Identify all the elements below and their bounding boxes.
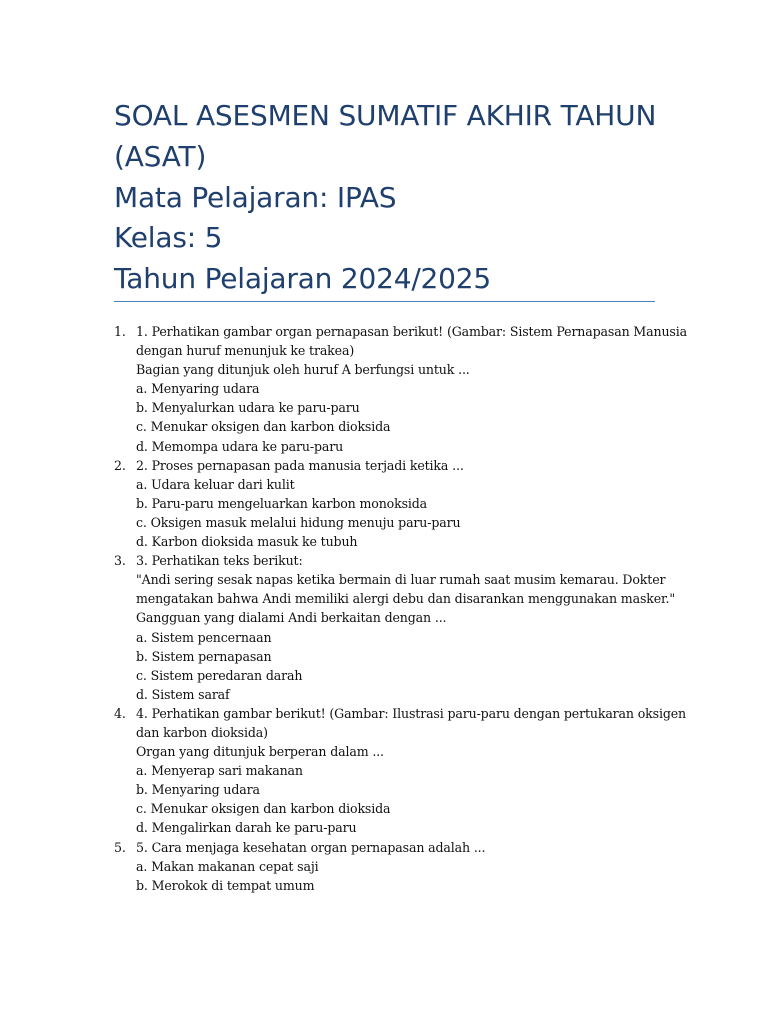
question-text: 1. Perhatikan gambar organ pernapasan berikut! (Gambar: Sistem Pernapasan Manusia [136, 324, 687, 339]
title-line-2: (ASAT) [114, 139, 207, 173]
question-line: b. Merokok di tempat umum [136, 877, 315, 893]
question-number: 3. [114, 553, 126, 569]
question-list [114, 322, 687, 895]
question-item [114, 704, 687, 838]
question-line: a. Menyaring udara [136, 381, 260, 397]
question-line: b. Menyaring udara [136, 782, 260, 798]
question-line: b. Paru-paru mengeluarkan karbon monoksida [136, 495, 428, 511]
title-underline [114, 301, 655, 302]
question-line: d. Sistem saraf [136, 686, 230, 702]
question-number: 4. [114, 705, 126, 721]
question-number: 1. [114, 324, 126, 339]
question-item [114, 456, 674, 551]
question-line: c. Oksigen masuk melalui hidung menuju paru-paru [136, 514, 461, 530]
question-line: c. Menukar oksigen dan karbon dioksida [136, 419, 391, 435]
question-text: 4. Perhatikan gambar berikut! (Gambar: Ilustrasi paru-paru dengan pertukaran oksigen [136, 705, 687, 721]
title-line-1: SOAL ASESMEN SUMATIF AKHIR TAHUN [114, 99, 657, 132]
question-line: a. Udara keluar dari kulit [136, 476, 295, 492]
grade-line: Kelas: 5 [114, 221, 223, 255]
subject-line: Mata Pelajaran: IPAS [114, 180, 397, 214]
question-line: dan karbon dioksida) [136, 724, 268, 740]
document-title [114, 96, 674, 300]
question-text: 3. Perhatikan teks berikut: [136, 553, 303, 569]
question-line: dengan huruf menunjuk ke trakea) [136, 343, 355, 359]
question-line: Organ yang ditunjuk berperan dalam ... [136, 744, 384, 760]
question-text: 5. Cara menjaga kesehatan organ pernapasan adalah ... [136, 839, 486, 855]
question-line: Gangguan yang dialami Andi berkaitan dengan ... [136, 610, 447, 626]
question-text: 2. Proses pernapasan pada manusia terjadi ketika ... [136, 457, 464, 473]
question-line: d. Mengalirkan darah ke paru-paru [136, 820, 357, 836]
question-line: c. Menukar oksigen dan karbon dioksida [136, 801, 391, 817]
question-line: "Andi sering sesak napas ketika bermain di luar rumah saat musim kemarau. Dokter [136, 572, 666, 588]
question-item [114, 322, 687, 456]
question-number: 5. [114, 839, 126, 855]
question-item [114, 551, 674, 704]
question-line: a. Menyerap sari makanan [136, 763, 303, 779]
question-line: Bagian yang ditunjuk oleh huruf A berfungsi untuk ... [136, 362, 470, 378]
year-line: Tahun Pelajaran 2024/2025 [114, 262, 492, 296]
question-item [114, 838, 674, 895]
question-line: b. Sistem pernapasan [136, 648, 272, 664]
question-line: c. Sistem peredaran darah [136, 667, 303, 683]
question-line: b. Menyalurkan udara ke paru-paru [136, 400, 360, 416]
question-line: d. Karbon dioksida masuk ke tubuh [136, 534, 358, 550]
question-number: 2. [114, 457, 126, 473]
question-line: mengatakan bahwa Andi memiliki alergi debu dan disarankan menggunakan masker." [136, 591, 676, 607]
question-line: d. Memompa udara ke paru-paru [136, 438, 344, 454]
question-line: a. Sistem pencernaan [136, 629, 272, 645]
question-line: a. Makan makanan cepat saji [136, 858, 319, 874]
